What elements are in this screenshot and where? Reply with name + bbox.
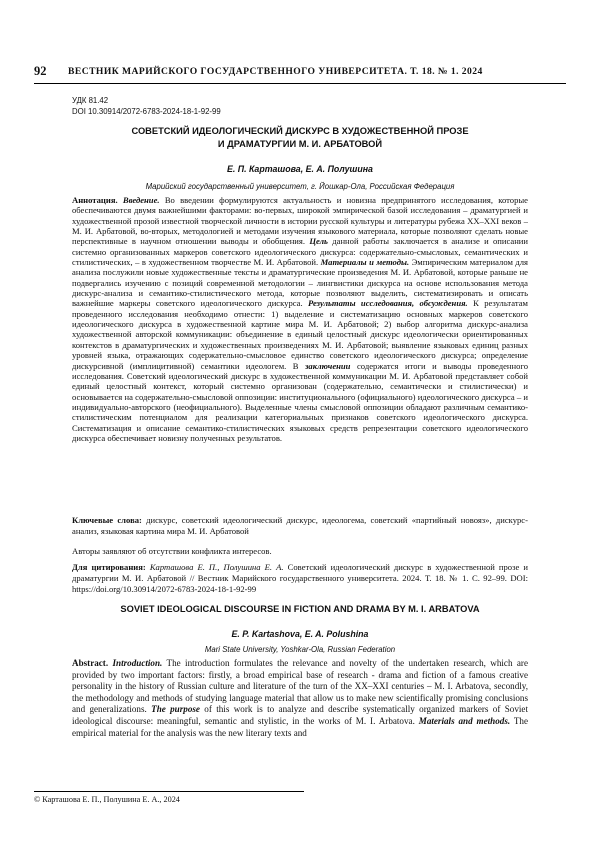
- conclusion-label: заключении: [305, 360, 351, 371]
- materials-label: Материалы и методы.: [320, 257, 410, 268]
- authors-ru: Е. П. Карташова, Е. А. Полушина: [227, 164, 373, 174]
- introduction-en-label: Introduction.: [112, 658, 163, 668]
- citation-label: Для цитирования:: [72, 562, 146, 572]
- citation: [72, 562, 528, 595]
- copyright: © Карташова Е. П., Полушина Е. А., 2024: [34, 795, 180, 804]
- keywords-label: Ключевые слова:: [72, 515, 142, 525]
- affiliation-ru: Марийский государственный университет, г. Йошкар-Ола, Российская Федерация: [145, 182, 455, 191]
- intro-text: Во введении формулируются актуальность и новизна предпринятого исследования, которые обеспечиваются двумя важнейшими факторами: во-первых, широкой эмпирической базой исследования – драматургией и художественной прозой известной творческой личности в истории русской культуры и литературы рубежа XX–XXI веков – М. И. Арбатовой, во-вторых, методологией и методами изучения языкового материала, которые позволяют сделать новые перспективные в научном отношении выводы и обобщения.: [72, 195, 528, 247]
- goal-label: Цель: [309, 236, 328, 247]
- article-title-ru-line1: СОВЕТСКИЙ ИДЕОЛОГИЧЕСКИЙ ДИСКУРС В ХУДОЖЕСТВЕННОЙ ПРОЗЕ: [131, 126, 469, 136]
- conflict-of-interest: Авторы заявляют об отсутствии конфликта интересов.: [72, 546, 272, 556]
- header-rule: [34, 83, 566, 84]
- materials-en-text: The empirical material for the analysis was the new literary texts and: [72, 715, 528, 738]
- keywords: [72, 515, 528, 537]
- authors-en: E. P. Kartashova, E. A. Polushina: [231, 629, 369, 639]
- intro-label: Введение.: [122, 195, 160, 205]
- results-text: К результатам проведенного исследования необходимо отнести: 1) выделение и систематизацию основных маркеров советского идеологического дискурса в художественной картине мира М. И. Арбатовой; 2) выбор алгоритма дискурс-анализа художественной авторской коммуникации: объединение в единый целостный дискурс идеологически ориентированных контекстов в драматургических и художественных произведениях М. И. Арбатовой; выявление языковых единиц разных уровней языка, отражающих содержательно-смысловое единство советского идеологического дискурса; определение дискурсивной (имплицитивной) семантики идеологем. В: [72, 298, 528, 371]
- citation-authors: Карташова Е. П., Полушина Е. А.: [149, 562, 284, 572]
- abstract-ru: [72, 195, 528, 510]
- citation-text: Советский идеологический дискурс в художественной прозе и драматургии М. И. Арбатовой // Вестник Марийского государственного университета. 2024. Т. 18. № 1. С. 92–99. DOI: https://doi.org/10.30914/2072-6783-2024-18-1-92-99: [72, 562, 528, 594]
- footnote-rule: [34, 791, 304, 792]
- conclusion-text: содержатся итоги и выводы проведенного исследования. Советский идеологический дискурс в художественной коммуникации М. И. Арбатовой представляет собой единый целостный контекст, который системно организован (содержательно, семантически и стилистически) и основывается на содержательно-смысловой оппозиции: институционального (официального) идеологического дискурса – и индивидуально-авторского (неофициального). Выделенные члены смысловой оппозиции обладают различным семантико-стилистическим потенциалом для реализации категориальных признаков советского идеологического дискурса. Систематизация и описание семантико-стилистических языковых средств репрезентации советского идеологического дискурса обеспечивает новизну полученных результатов.: [72, 360, 528, 443]
- keywords-text: дискурс, советский идеологический дискурс, идеологема, советский «партийный новояз», дискурс-анализ, языковая картина мира М. И. Арбатовой: [72, 515, 528, 536]
- goal-text: данной работы заключается в анализе и описании системно организованных маркеров советского идеологического дискурса: содержательно-смысловых, семантических и стилистических, – в художественном творчестве М. И. Арбатовой.: [72, 236, 528, 268]
- materials-en-label: Materials and methods.: [418, 715, 511, 726]
- journal-title: ВЕСТНИК МАРИЙСКОГО ГОСУДАРСТВЕННОГО УНИВЕРСИТЕТА. Т. 18. № 1. 2024: [68, 66, 483, 77]
- running-header: [34, 64, 566, 80]
- doi: DOI 10.30914/2072-6783-2024-18-1-92-99: [72, 107, 221, 116]
- introduction-en-text: The introduction formulates the relevance and novelty of the undertaken research, which are provided by two important factors: firstly, a broad empirical base of research - drama and fiction of a famous creative personality in the history of Russian culture and literature of the turn of the XX–XXI centuries – M. I. Arbatova, secondly, the methodology and methods of studying language material that allow us to make new scientifically promising conclusions and generalizations.: [72, 658, 528, 715]
- udk-code: УДК 81.42: [72, 96, 109, 105]
- abstract-en: [72, 658, 528, 762]
- article-title-ru-line2: И ДРАМАТУРГИИ М. И. АРБАТОВОЙ: [217, 139, 383, 149]
- results-label: Результаты исследования, обсуждения.: [308, 298, 468, 309]
- purpose-en-text: of this work is to analyze and describe systematically organized markers of Soviet ideological discourse: meaningful, semantic and stylistic, in the works of M. I. Arbatova.: [72, 704, 528, 726]
- abstract-en-label: Abstract.: [72, 658, 109, 668]
- page-number: 92: [34, 64, 47, 78]
- abstract-label: Аннотация.: [72, 195, 118, 205]
- materials-text: Эмпирическим материалом для анализа послужили новые художественные тексты и драматургические произведения М. И. Арбатовой, которые раньше не подвергались изучению с позиций современной методологии – лингвистики дискурса на основе использования метода дискурс-анализа и семантико-стилистического метода, которые позволяют выделить, систематизировать и описать важнейшие маркеры советского идеологического дискурса.: [72, 257, 528, 309]
- affiliation-en: Mari State University, Yoshkar-Ola, Russian Federation: [204, 645, 396, 654]
- purpose-en-label: The purpose: [151, 704, 200, 715]
- article-title-en: SOVIET IDEOLOGICAL DISCOURSE IN FICTION AND DRAMA BY M. I. ARBATOVA: [120, 604, 480, 614]
